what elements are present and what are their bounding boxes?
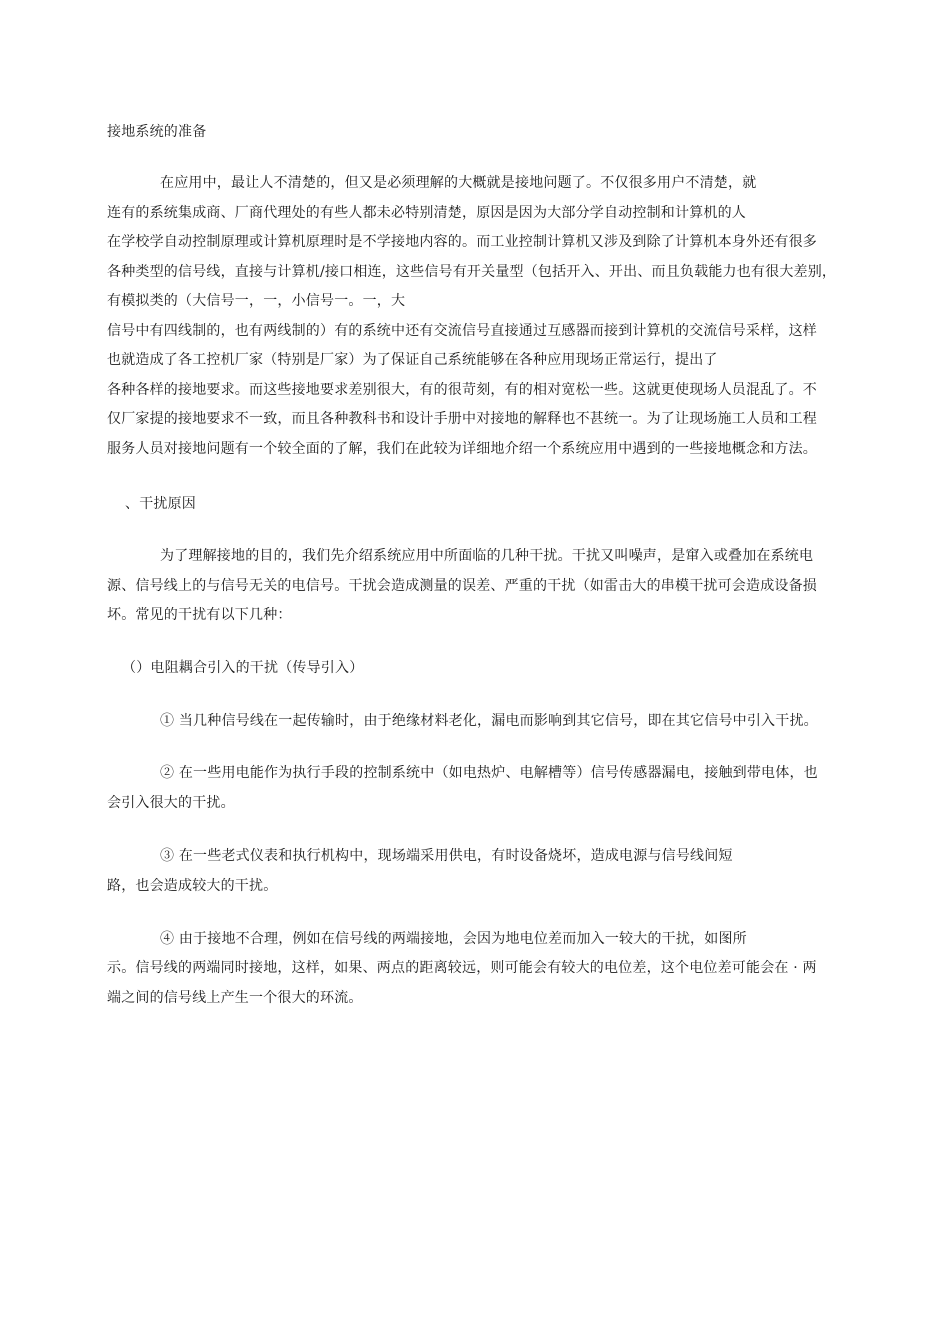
paragraph-line: 服务人员对接地问题有一个较全面的了解，我们在此较为详细地介绍一个系统应用中遇到的一些接地概念和方法。: [107, 441, 817, 457]
subheading: （）电阻耦合引入的干扰（传导引入）: [122, 660, 364, 676]
paragraph-line: 有模拟类的（大信号一，一，小信号一。一，大: [107, 293, 406, 309]
paragraph-line: 源、信号线上的与信号无关的电信号。干扰会造成测量的误差、严重的干扰（如雷击大的串模干扰可会造成设备损: [107, 578, 817, 594]
list-item-line: 会引入很大的干扰。: [107, 795, 235, 811]
document-title: 接地系统的准备: [107, 124, 207, 140]
paragraph-line: 在学校学自动控制原理或计算机原理时是不学接地内容的。而工业控制计算机又涉及到除了计算机本身外还有很多: [107, 234, 817, 250]
paragraph-line: 各种类型的信号线，直接与计算机/接口相连，这些信号有开关量型（包括开入、开出、而且负载能力也有很大差别，: [107, 264, 837, 280]
section-heading: 、干扰原因: [125, 496, 196, 512]
list-item-line: ① 当几种信号线在一起传输时，由于绝缘材料老化，漏电而影响到其它信号，即在其它信号中引入干扰。: [160, 713, 818, 729]
list-item-line: ④ 由于接地不合理，例如在信号线的两端接地，会因为地电位差而加入一较大的干扰，如图所: [160, 931, 747, 947]
paragraph-line: 在应用中，最让人不清楚的，但又是必须理解的大概就是接地问题了。不仅很多用户不清楚，就: [160, 175, 757, 191]
paragraph-line: 连有的系统集成商、厂商代理处的有些人都未必特别清楚，原因是因为大部分学自动控制和计算机的人: [107, 205, 746, 221]
list-item-line: 路，也会造成较大的干扰。: [107, 878, 278, 894]
paragraph-line: 信号中有四线制的，也有两线制的）有的系统中还有交流信号直接通过互感器而接到计算机的交流信号采样，这样: [107, 323, 817, 339]
paragraph-line: 也就造成了各工控机厂家（特别是厂家）为了保证自己系统能够在各种应用现场正常运行，提出了: [107, 352, 718, 368]
paragraph-line: 坏。常见的干扰有以下几种：: [107, 607, 292, 623]
list-item-line: 示。信号线的两端同时接地，这样，如果、两点的距离较远，则可能会有较大的电位差，这个电位差可能会在 · 两: [107, 960, 817, 976]
list-item-line: ② 在一些用电能作为执行手段的控制系统中（如电热炉、电解槽等）信号传感器漏电，接触到带电体，也: [160, 765, 818, 781]
paragraph-line: 为了理解接地的目的，我们先介绍系统应用中所面临的几种干扰。干扰又叫噪声，是窜入或叠加在系统电: [160, 548, 814, 564]
list-item-line: 端之间的信号线上产生一个很大的环流。: [107, 990, 363, 1006]
paragraph-line: 仅厂家提的接地要求不一致，而且各种教科书和设计手册中对接地的解释也不甚统一。为了让现场施工人员和工程: [107, 411, 817, 427]
list-item-line: ③ 在一些老式仪表和执行机构中，现场端采用供电，有时设备烧坏，造成电源与信号线间短: [160, 848, 733, 864]
paragraph-line: 各种各样的接地要求。而这些接地要求差别很大，有的很苛刻，有的相对宽松一些。这就更使现场人员混乱了。不: [107, 382, 817, 398]
